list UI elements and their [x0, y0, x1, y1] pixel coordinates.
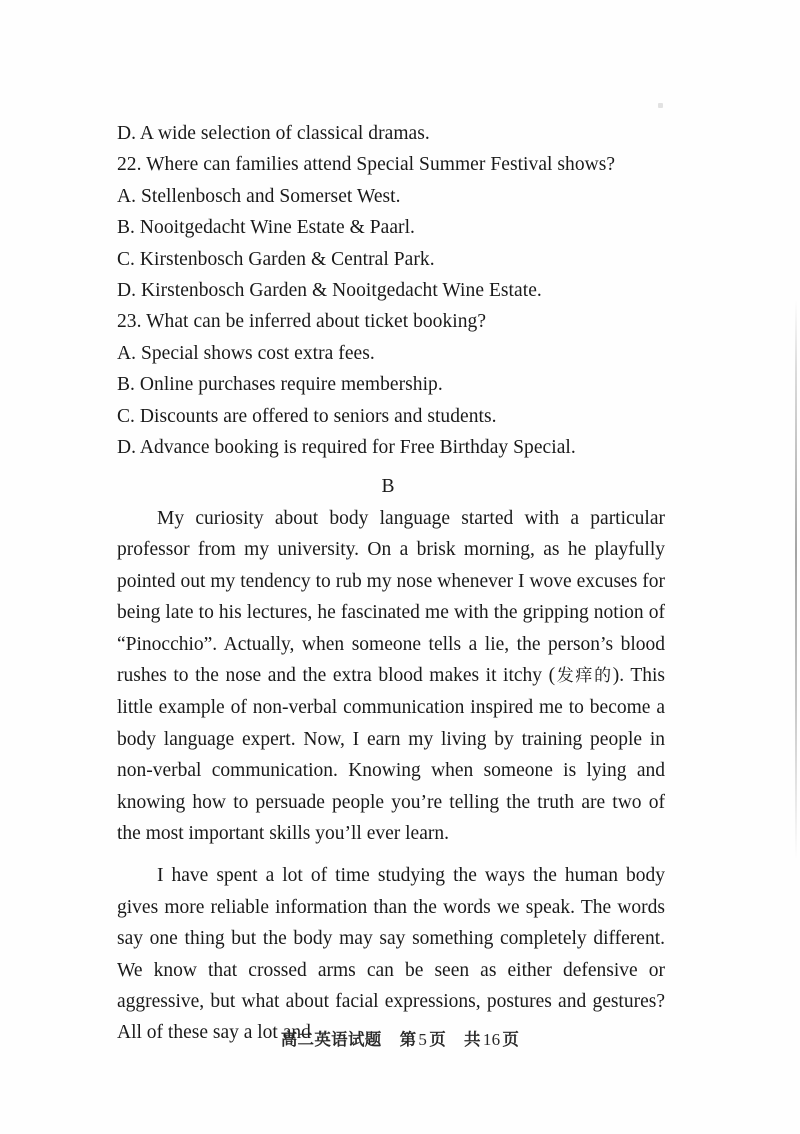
- question-list: [117, 118, 665, 463]
- scan-artifact-speck: [658, 103, 663, 108]
- footer-page-number: 5: [418, 1030, 428, 1049]
- paragraph-1-text-part-2: ). This little example of non-verbal communication inspired me to become a body language expert. Now, I earn my living by training people in non-verbal communication. Knowing when someone is lying and knowing how to persuade people you’re telling the truth are two of the most important skills you’ll ever learn.: [117, 664, 665, 844]
- question-line: B. Nooitgedacht Wine Estate & Paarl.: [117, 217, 415, 239]
- question-line: A. Special shows cost extra fees.: [117, 342, 375, 364]
- paragraph-1-text-part-1: My curiosity about body language started with a particular professor from my university. On a brisk morning, as he playfully pointed out my tendency to rub my nose whenever I wove excuses for being late to his lectures, he fascinated me with the gripping notion of “Pinocchio”. Actually, when someone tells a lie, the person’s blood rushes to the nose and the extra blood makes it itchy (: [117, 507, 665, 686]
- passage-paragraph-1: [117, 503, 665, 849]
- footer-total-pages: 16: [482, 1030, 501, 1049]
- chinese-gloss: 发痒的: [555, 665, 613, 686]
- page-footer: [0, 1026, 800, 1050]
- passage-section-letter: B: [381, 476, 395, 498]
- question-line: D. Advance booking is required for Free Birthday Special.: [117, 437, 576, 459]
- scan-artifact-edge: [795, 300, 797, 860]
- footer-subject-title: 高二英语试题: [280, 1030, 382, 1049]
- question-line: D. Kirstenbosch Garden & Nooitgedacht Wine Estate.: [117, 280, 542, 302]
- footer-total-unit: 页: [502, 1030, 520, 1049]
- question-line: C. Kirstenbosch Garden & Central Park.: [117, 248, 435, 270]
- question-line: B. Online purchases require membership.: [117, 374, 443, 396]
- question-line: A. Stellenbosch and Somerset West.: [117, 185, 401, 207]
- page-content: [117, 118, 665, 1049]
- question-line: C. Discounts are offered to seniors and students.: [117, 405, 497, 427]
- footer-page-unit: 页: [429, 1030, 446, 1049]
- footer-total-label: 共: [464, 1030, 481, 1049]
- question-line: 22. Where can families attend Special Summer Festival shows?: [117, 154, 616, 176]
- question-line: D. A wide selection of classical dramas.: [117, 123, 430, 144]
- question-line: 23. What can be inferred about ticket booking?: [117, 311, 487, 333]
- footer-page-label: 第: [399, 1030, 417, 1049]
- passage-paragraph-2: I have spent a lot of time studying the ways the human body gives more reliable information than the words we speak. The words say one thing but the body may say something completely different. We know that crossed arms can be seen as either defensive or aggressive, but what about facial expressions, postures and gestures? All of these say a lot and: [117, 865, 665, 1044]
